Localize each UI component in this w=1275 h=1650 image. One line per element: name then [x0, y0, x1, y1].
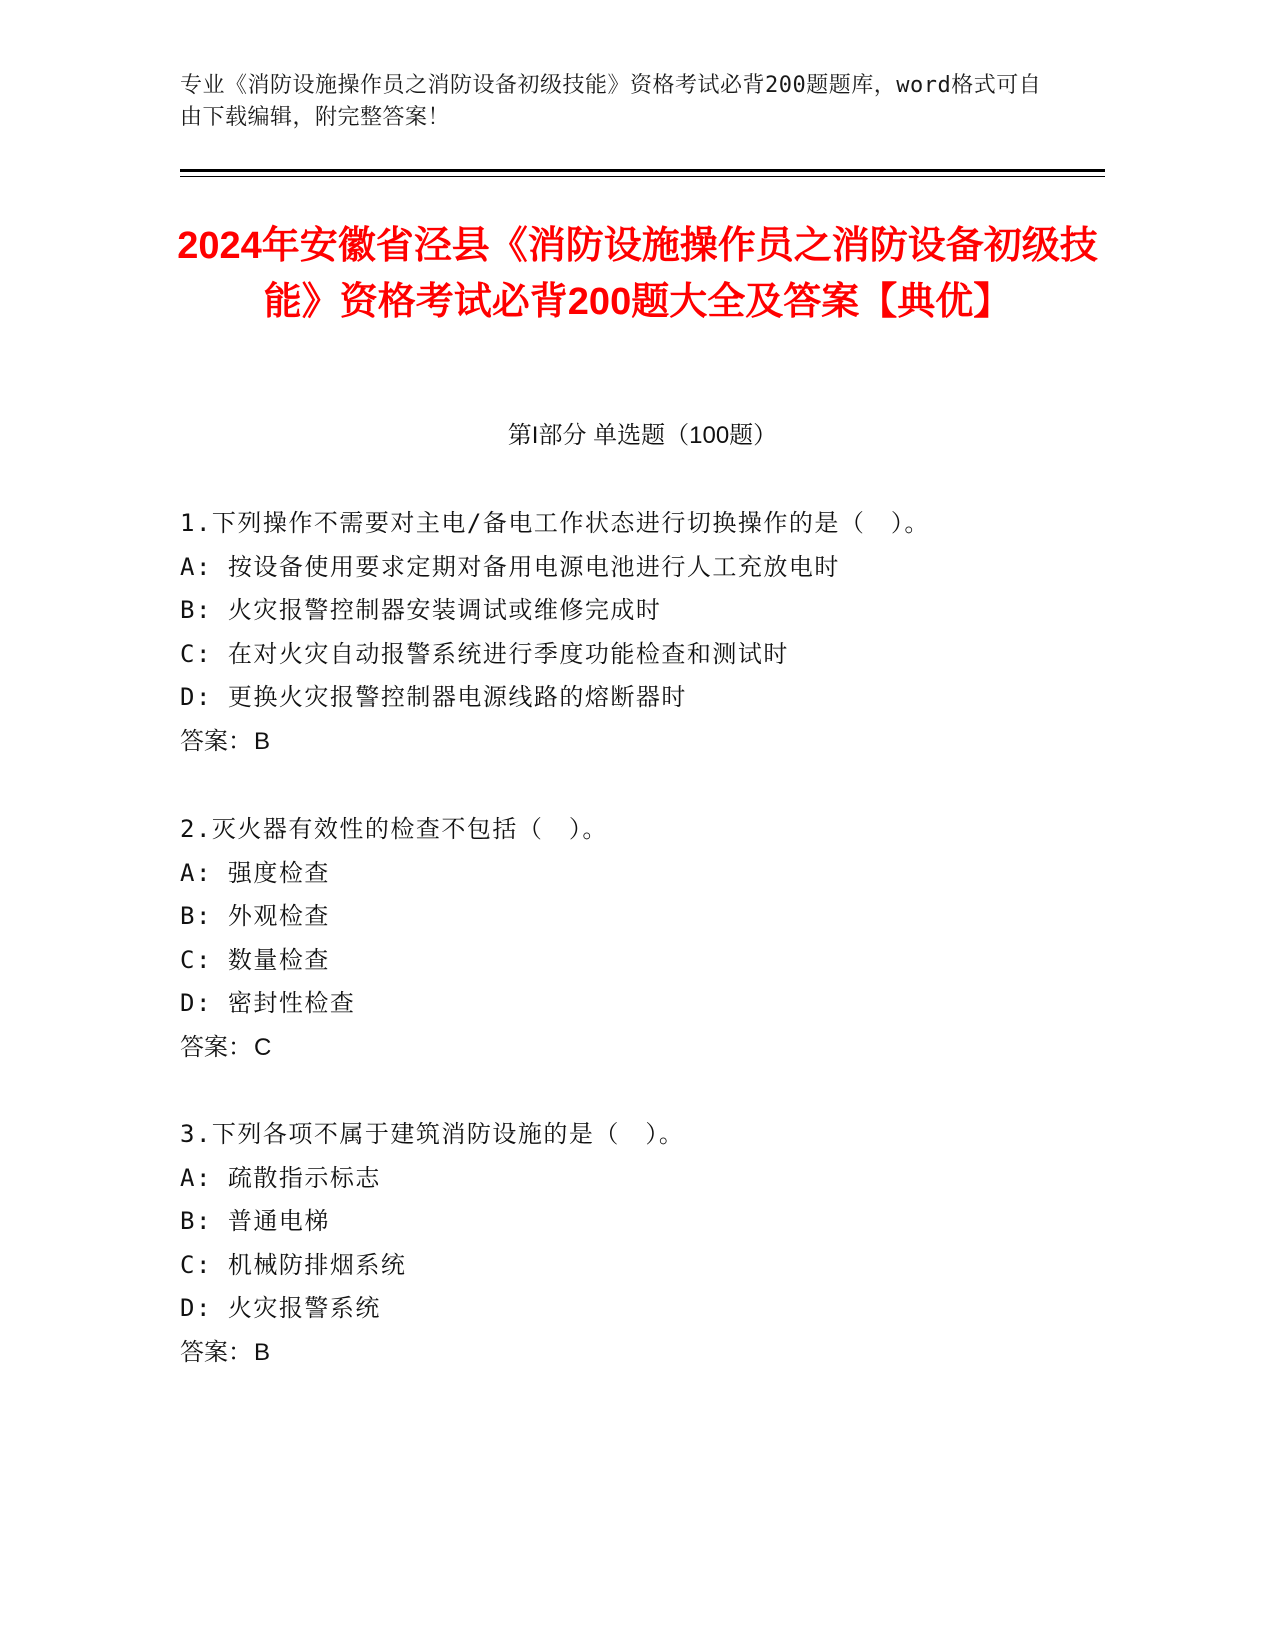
option-c	[180, 939, 1080, 983]
option-key: D:	[180, 989, 212, 1017]
answer-value: B	[254, 727, 271, 755]
option-text: 密封性检查	[227, 989, 356, 1017]
section-title: 第I部分 单选题（100题）	[507, 422, 778, 449]
header-divider-thick	[180, 169, 1105, 172]
option-key: B:	[180, 1207, 212, 1235]
option-key: D:	[180, 683, 212, 711]
option-key: A:	[180, 858, 212, 887]
question-2	[180, 808, 1080, 1069]
option-d	[180, 982, 1080, 1026]
option-b	[180, 589, 1080, 633]
option-c	[180, 633, 1080, 677]
answer-line	[180, 1026, 1080, 1070]
option-text: 更换火灾报警控制器电源线路的熔断器时	[227, 683, 687, 711]
option-text: 机械防排烟系统	[227, 1250, 407, 1279]
option-a	[180, 546, 1080, 590]
answer-label: 答案：	[180, 1338, 252, 1366]
option-key: C:	[180, 1250, 212, 1279]
option-d	[180, 676, 1080, 720]
option-a	[180, 1157, 1080, 1201]
answer-label: 答案：	[180, 727, 252, 755]
option-key: D:	[180, 1294, 212, 1322]
option-key: B:	[180, 596, 212, 624]
option-c	[180, 1244, 1080, 1288]
option-b	[180, 895, 1080, 939]
option-key: A:	[180, 1163, 212, 1192]
option-text: 疏散指示标志	[227, 1163, 381, 1192]
option-key: A:	[180, 552, 212, 581]
question-stem: 3.下列各项不属于建筑消防设施的是（ ）。	[180, 1120, 685, 1148]
option-text: 数量检查	[227, 945, 330, 974]
answer-line	[180, 1331, 1080, 1375]
answer-line	[180, 720, 1080, 764]
option-a	[180, 852, 1080, 896]
option-text: 普通电梯	[227, 1207, 330, 1235]
option-d	[180, 1287, 1080, 1331]
option-key: C:	[180, 945, 212, 974]
option-key: B:	[180, 902, 212, 930]
option-text: 按设备使用要求定期对备用电源电池进行人工充放电时	[227, 552, 840, 581]
option-text: 火灾报警系统	[227, 1294, 381, 1322]
option-text: 外观检查	[227, 902, 330, 930]
option-key: C:	[180, 639, 212, 668]
document-title: 2024年安徽省泾县《消防设施操作员之消防设备初级技能》资格考试必背200题大全及答案【典优】	[177, 225, 1098, 323]
question-3	[180, 1113, 1080, 1374]
option-b	[180, 1200, 1080, 1244]
answer-value: B	[254, 1338, 271, 1366]
option-text: 在对火灾自动报警系统进行季度功能检查和测试时	[227, 639, 789, 668]
header-note: 专业《消防设施操作员之消防设备初级技能》资格考试必背200题题库，word格式可自由下载编辑，附完整答案！	[180, 73, 1042, 130]
option-text: 强度检查	[227, 858, 330, 887]
answer-value: C	[254, 1033, 272, 1061]
question-stem: 2.灭火器有效性的检查不包括（ ）。	[180, 815, 608, 843]
question-1	[180, 502, 1080, 763]
question-stem: 1.下列操作不需要对主电/备电工作状态进行切换操作的是（ ）。	[180, 509, 930, 537]
header-divider-thin	[180, 176, 1105, 177]
option-text: 火灾报警控制器安装调试或维修完成时	[227, 596, 662, 624]
answer-label: 答案：	[180, 1033, 252, 1061]
